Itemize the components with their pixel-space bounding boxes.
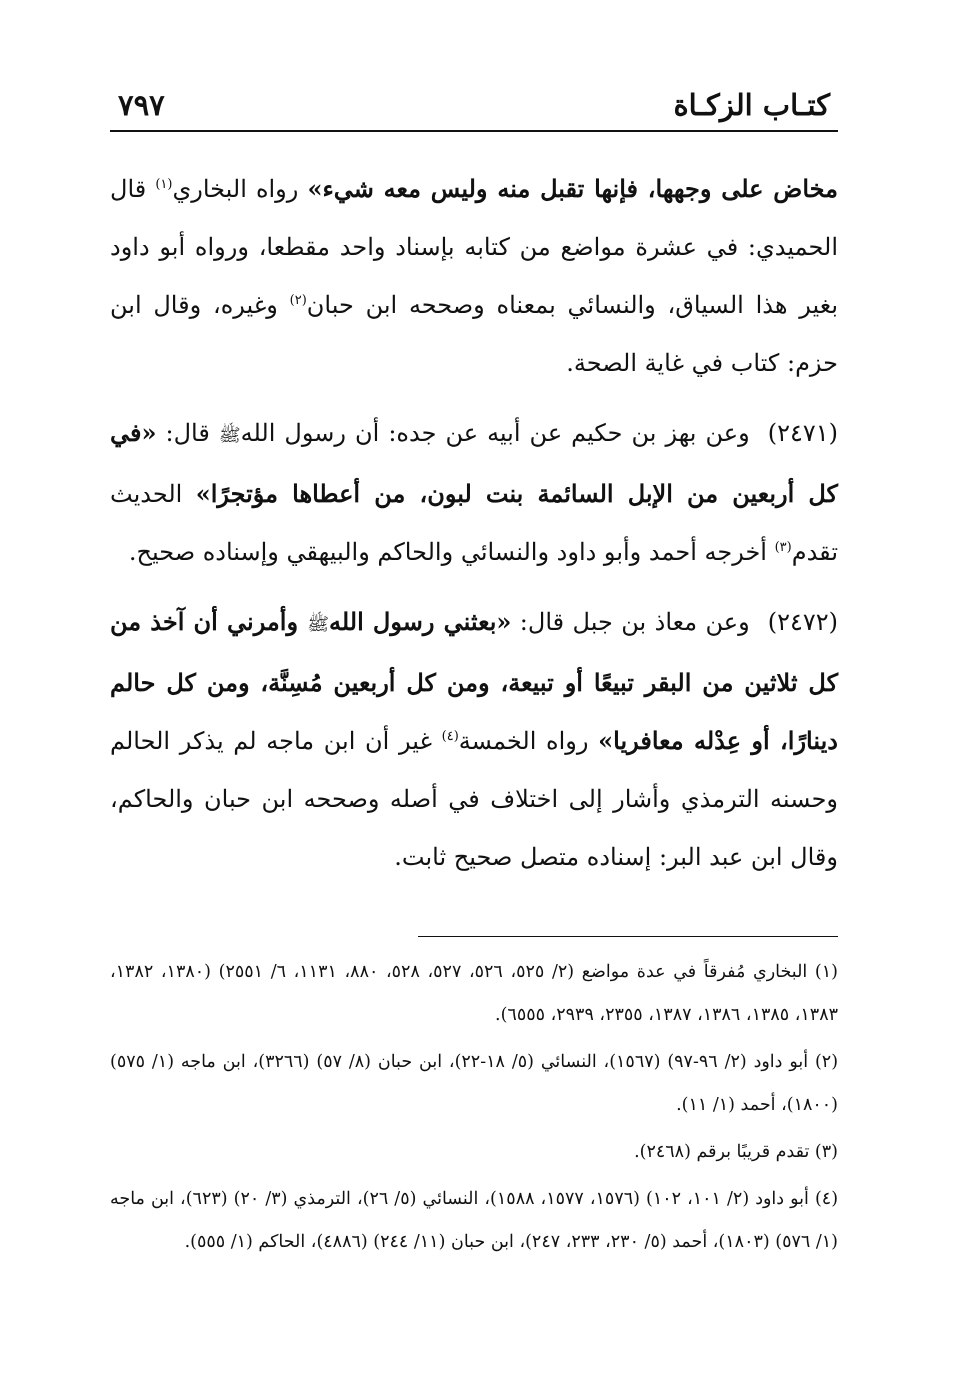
hadith-quote: مخاض على وجهها، فإنها تقبل منه وليس معه شيء» — [307, 174, 838, 203]
footnote-marker[interactable]: (٤) — [441, 729, 459, 744]
footnote-marker[interactable]: (١) — [155, 177, 173, 192]
text-run: قال: — [156, 419, 219, 447]
book-page — [110, 88, 838, 1268]
hadith-quote: «في كل أربعين من الإبل السائمة بنت لبون، من أعطاها مؤتجرًا» — [110, 418, 838, 508]
text-run: الحديث تقدم — [110, 480, 838, 566]
text-run: رواه البخاري — [172, 175, 308, 203]
hadith-quote: وأمرني أن آخذ من كل ثلاثين من البقر تبيعًا أو تبيعة، ومن كل أربعين مُسِنَّة، ومن كل حالم دينارًا، أو عِدْله معافريا» — [110, 607, 838, 755]
paragraph-continuation — [110, 160, 838, 392]
footnotes — [110, 951, 838, 1264]
text-run: أخرجه أحمد وأبو داود والنسائي والحاكم والبيهقي وإسناده صحيح. — [128, 538, 775, 566]
page-number: ٧٩٧ — [118, 88, 165, 122]
main-text — [110, 160, 838, 886]
hadith-number: (٢٤٧١) — [767, 419, 838, 447]
footnote-4: (٤) أبو داود (٢/ ١٠١، ١٠٢) (١٥٧٦، ١٥٧٧، ١٥٨٨)، النسائي (٥/ ٢٦)، الترمذي (٣/ ٢٠) (٦٢٣)، ابن ماجه (١/ ٥٧٦) (١٨٠٣)، أحمد (٥/ ٢٣٠، ٢٣٣، ٢٤٧)، ابن حبان (١١/ ٢٤٤) (٤٨٨٦)، الحاكم (١/ ٥٥٥). — [110, 1189, 839, 1252]
footnote-divider — [418, 936, 838, 937]
text-run: وغيره، وقال ابن حزم: كتاب في غاية الصحة. — [110, 291, 838, 377]
text-run: وعن معاذ بن جبل قال: — [511, 608, 750, 636]
text-run: وعن بهز بن حكيم عن أبيه عن جده: أن رسول الله — [240, 419, 750, 447]
text-run: قال الحميدي: في عشرة مواضع من كتابه بإسناد واحد مقطعا، ورواه أبو داود بغير هذا السياق، والنسائي بمعناه وصححه ابن حبان — [110, 175, 839, 319]
running-title: كتـاب الزكـاة — [673, 88, 830, 122]
footnote-marker[interactable]: (٢) — [289, 293, 307, 308]
page-header — [110, 88, 838, 132]
footnote-2: (٢) أبو داود (٢/ ٩٦-٩٧) (١٥٦٧)، النسائي (٥/ ١٨-٢٢)، ابن حبان (٨/ ٥٧) (٣٢٦٦)، ابن ماجه (١/ ٥٧٥) (١٨٠٠)، أحمد (١/ ١١). — [110, 1052, 839, 1115]
text-run: غير أن ابن ماجه لم يذكر الحالم وحسنه الترمذي وأشار إلى اختلاف في أصله وصححه ابن حبان والحاكم، وقال ابن عبد البر: إسناده متصل صحيح ثابت. — [110, 727, 838, 871]
footnote-3: (٣) تقدم قريبًا برقم (٢٤٦٨). — [634, 1142, 838, 1162]
honorific-glyph: ﷺ — [218, 425, 241, 446]
text-run: رواه الخمسة — [458, 727, 599, 755]
hadith-number: (٢٤٧٢) — [767, 608, 838, 636]
hadith-quote: «بعثني رسول الله — [328, 607, 512, 636]
hadith-2471 — [110, 404, 838, 581]
footnote-1: (١) البخاري مُفرقاً في عدة مواضع (٢/ ٥٢٥، ٥٢٦، ٥٢٧، ٥٢٨، ٨٨٠، ١١٣١، ٦/ ٢٥٥١) (١٣٨٠، ١٣٨٢، ١٣٨٣، ١٣٨٥، ١٣٨٦، ١٣٨٧، ٢٣٥٥، ٢٩٣٩، ٦٥٥٥). — [110, 962, 838, 1025]
hadith-2472 — [110, 593, 838, 886]
honorific-glyph: ﷺ — [307, 614, 329, 635]
footnote-marker[interactable]: (٣) — [774, 540, 792, 555]
